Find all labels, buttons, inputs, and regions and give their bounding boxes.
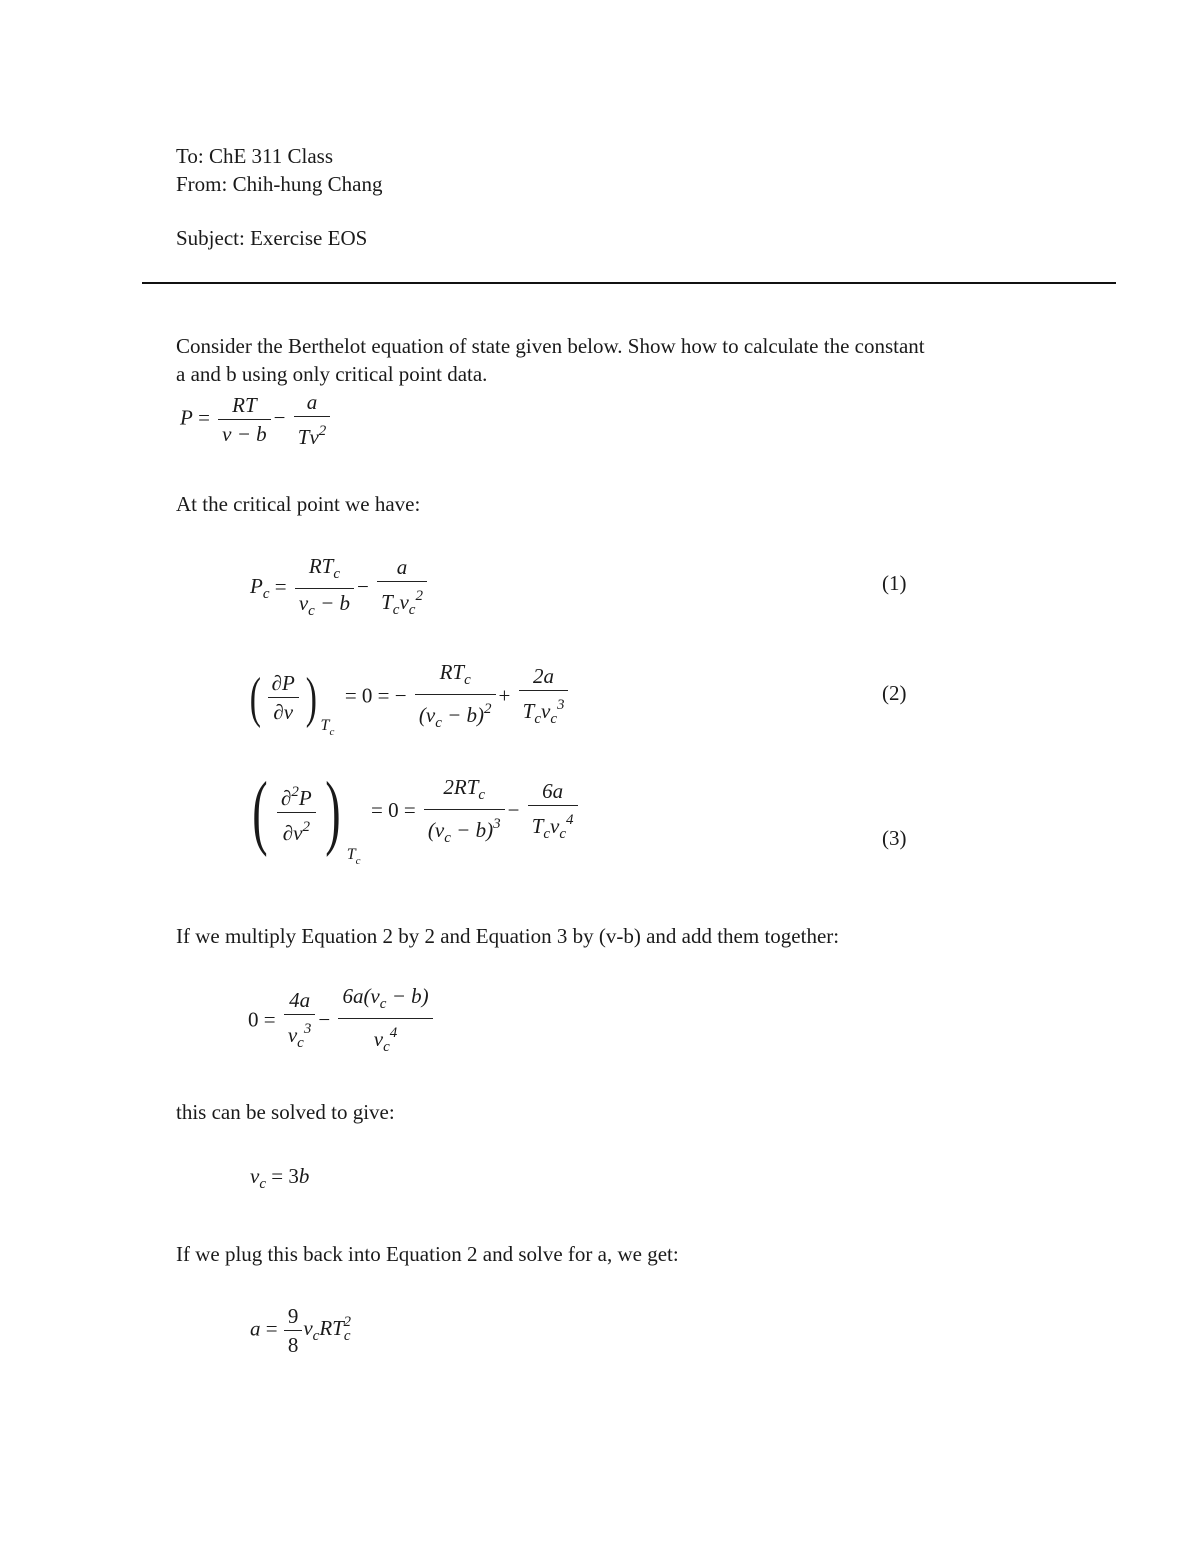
- memo-subject: Subject: Exercise EOS: [176, 226, 368, 250]
- equation-2: ( $\frac{\partial P}{\partial v}$ ) $T_c = 0$ = − $\frac{RT_c}{(v_c - b)^2}$ + $\frac{2a}{T_cv_c^3}$: [246, 658, 571, 738]
- memo-to: To: ChE 311 Class: [176, 144, 334, 168]
- combined-equation: 0 = $\frac{4a}{v_c^3}$ − $\frac{6a(v_c - b)}{v_c^4}$: [248, 982, 436, 1061]
- critical-intro: At the critical point we have:: [176, 492, 421, 516]
- header-divider: [142, 282, 1116, 284]
- equation-number-2: (2): [882, 681, 907, 705]
- intro-line-1: Consider the Berthelot equation of state given below. Show how to calculate the constant: [176, 334, 925, 358]
- memo-from: From: Chih-hung Chang: [176, 172, 383, 196]
- plug-text: If we plug this back into Equation 2 and solve for a, we get:: [176, 1242, 679, 1266]
- equation-number-1: (1): [882, 571, 907, 595]
- equation-3: ( $\frac{\partial^2P}{\partial v^2}$ ) $T_c = 0$ = $\frac{2RT_c}{(v_c - b)^3}$ − $\frac{6a}{T_cv_c^4}$: [246, 770, 581, 867]
- equation-number-3: (3): [882, 826, 907, 850]
- intro-line-2: a and b using only critical point data.: [176, 362, 488, 386]
- solved-text: this can be solved to give:: [176, 1100, 395, 1124]
- multiply-text: If we multiply Equation 2 by 2 and Equation 3 by (v-b) and add them together:: [176, 924, 840, 948]
- berthelot-equation: P = $\frac{RT}{v - b}$ − $\frac{a}{Tv^2}$: [180, 388, 333, 451]
- a-equation: a = $\frac{9}{8}$ $v_cRT_c^2$: [250, 1304, 352, 1357]
- vc-equation: $v_c = 3b$: [250, 1164, 310, 1192]
- equation-1: $P_c$ = $\frac{RT_c}{v_c - b}$ − $\frac{a}{T_cv_c^2}$: [250, 552, 430, 625]
